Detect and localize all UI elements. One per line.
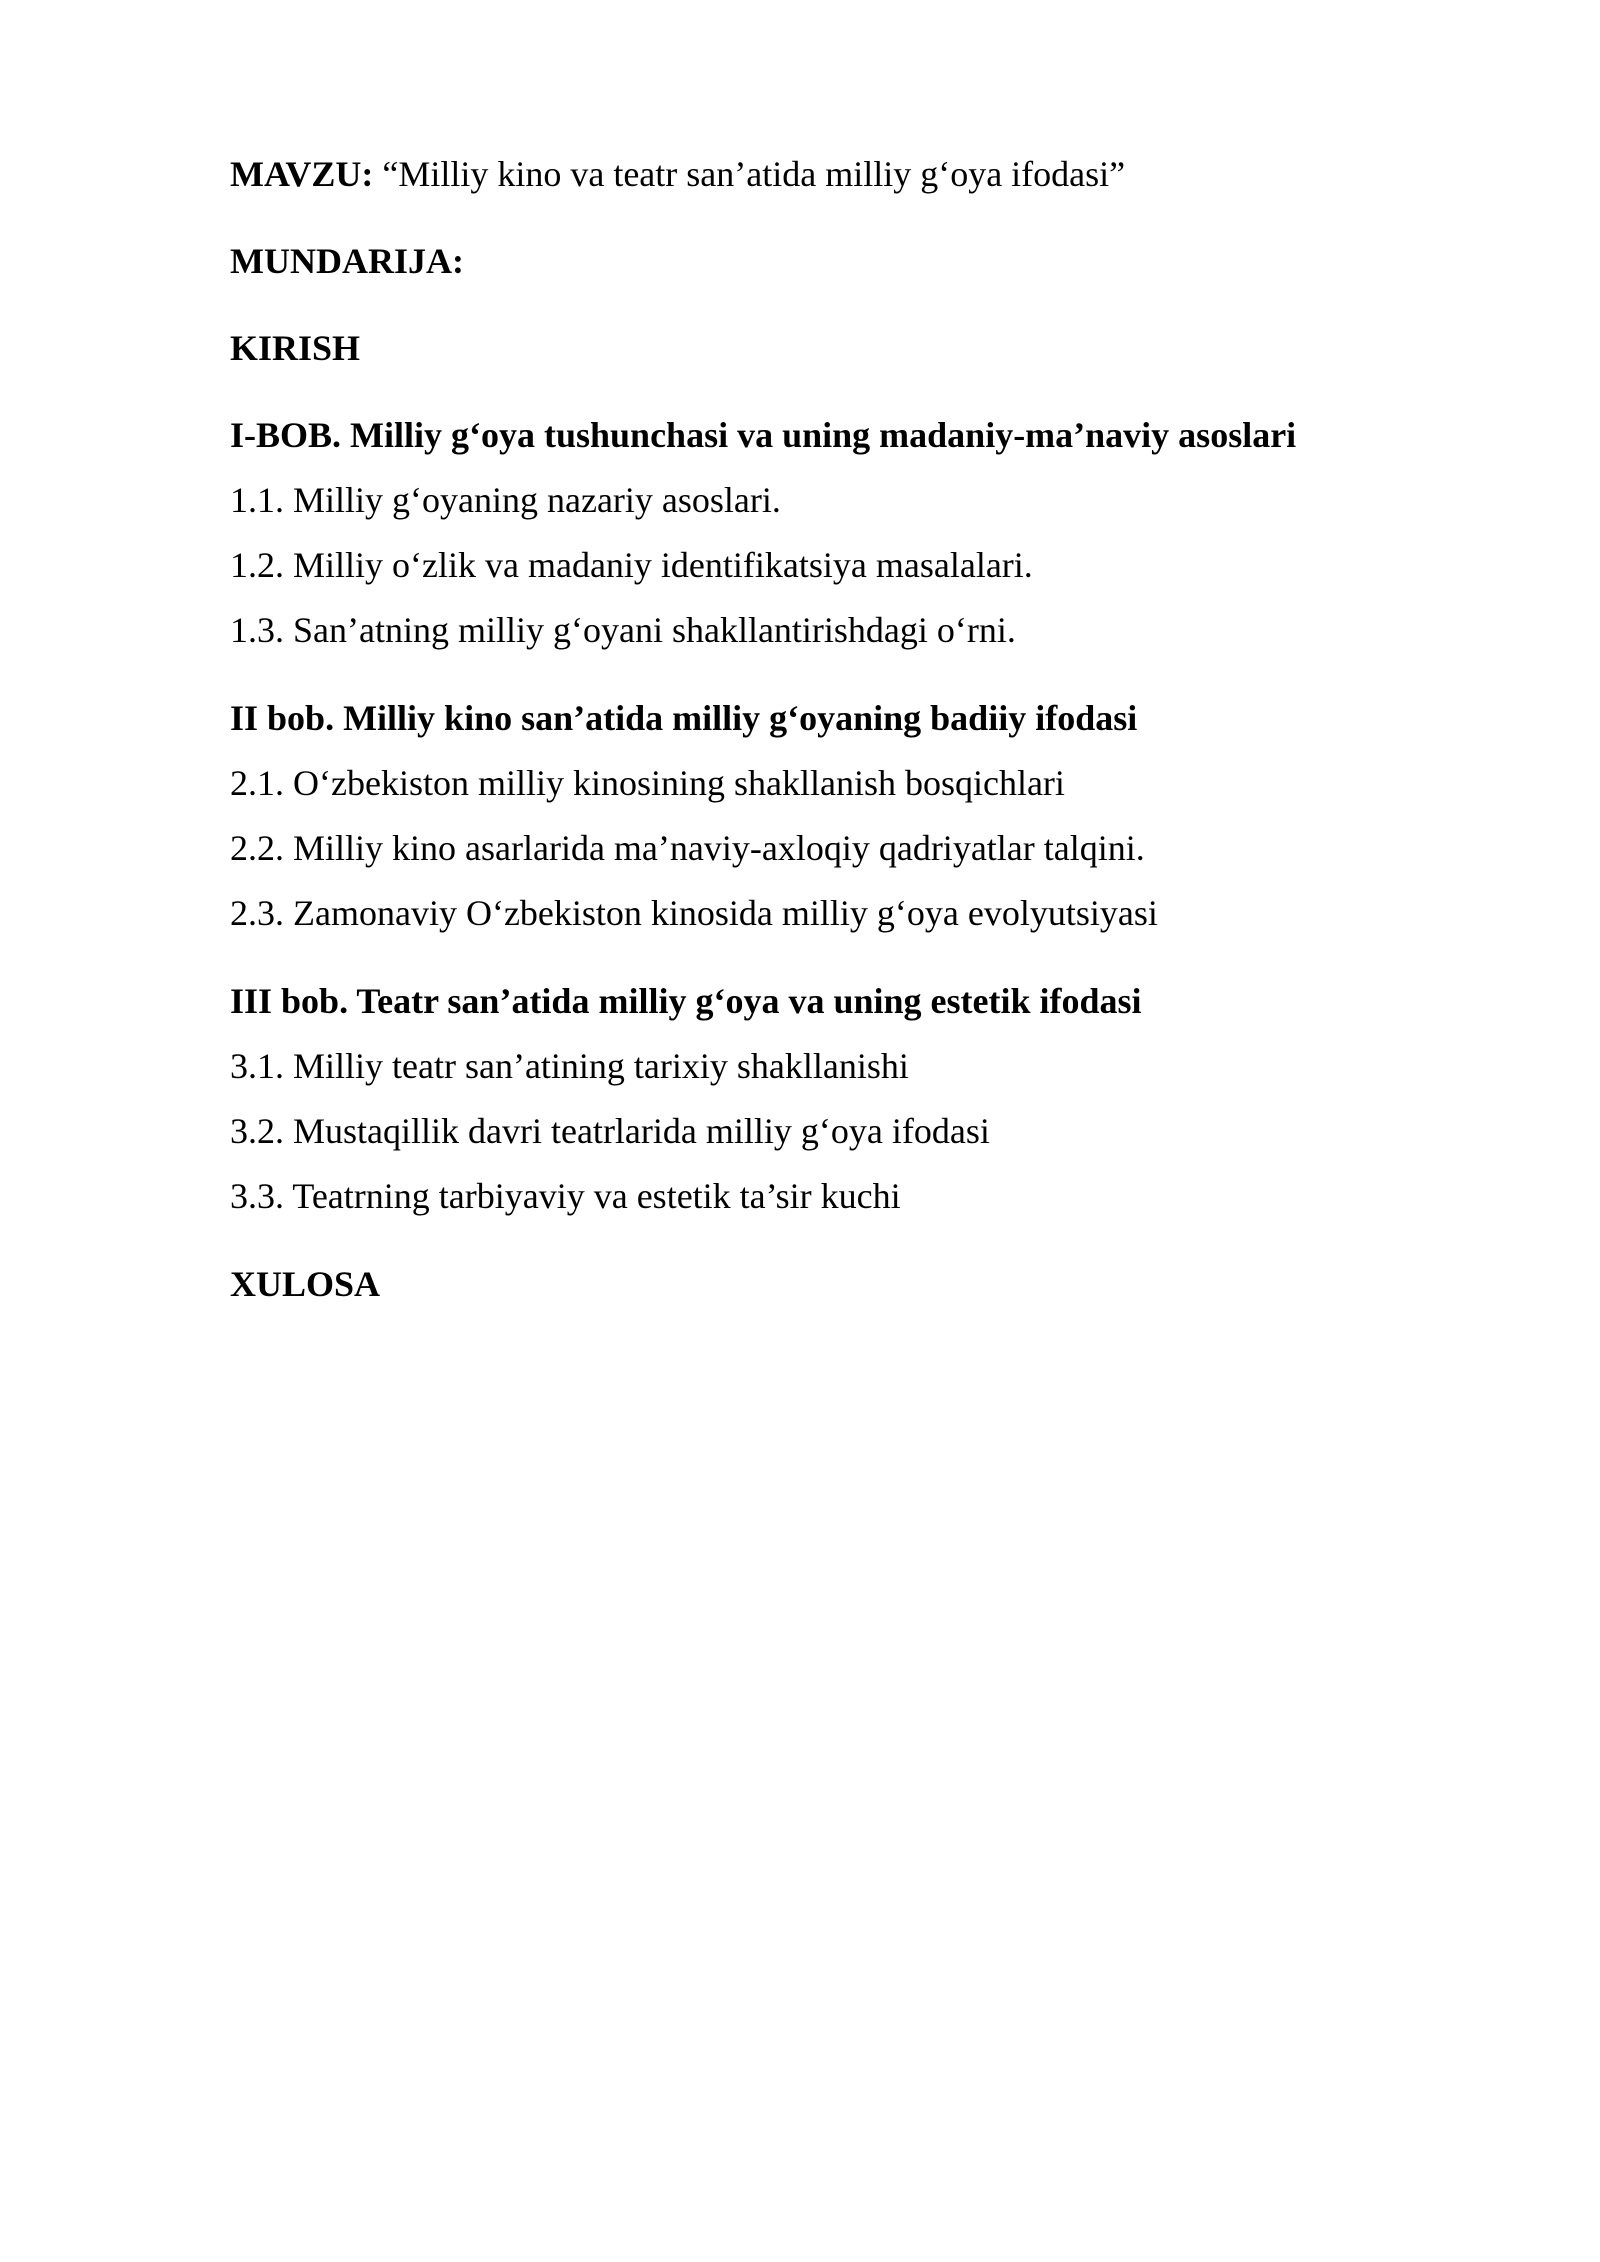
toc-item-1-2: 1.2. Milliy o‘zlik va madaniy identifikatsiya masalalari. <box>230 545 1033 585</box>
toc-chapter-1-title: I-BOB. Milliy g‘oya tushunchasi va uning madaniy-ma’naviy asoslari <box>230 415 1297 455</box>
toc-intro: KIRISH <box>230 328 361 368</box>
toc-conclusion: XULOSA <box>230 1264 381 1304</box>
toc-item-2-2: 2.2. Milliy kino asarlarida ma’naviy-axloqiy qadriyatlar talqini. <box>230 828 1145 868</box>
contents-heading: MUNDARIJA: <box>230 241 464 281</box>
toc-item-1-1: 1.1. Milliy g‘oyaning nazariy asoslari. <box>230 480 781 520</box>
toc-item-1-3: 1.3. San’atning milliy g‘oyani shakllantirishdagi o‘rni. <box>230 610 1016 650</box>
topic-line <box>230 152 1125 196</box>
topic-title: “Milliy kino va teatr san’atida milliy g‘oya ifodasi” <box>382 154 1126 194</box>
toc-item-3-3: 3.3. Teatrning tarbiyaviy va estetik ta’sir kuchi <box>230 1176 901 1216</box>
toc-chapter-3-title: III bob. Teatr san’atida milliy g‘oya va uning estetik ifodasi <box>230 981 1142 1021</box>
toc-item-3-1: 3.1. Milliy teatr san’atining tarixiy shakllanishi <box>230 1046 909 1086</box>
toc-item-3-2: 3.2. Mustaqillik davri teatrlarida milliy g‘oya ifodasi <box>230 1111 990 1151</box>
toc-item-2-3: 2.3. Zamonaviy O‘zbekiston kinosida milliy g‘oya evolyutsiyasi <box>230 893 1158 933</box>
toc-item-2-1: 2.1. O‘zbekiston milliy kinosining shakllanish bosqichlari <box>230 763 1065 803</box>
toc-chapter-2-title: II bob. Milliy kino san’atida milliy g‘oyaning badiiy ifodasi <box>230 698 1138 738</box>
topic-label: MAVZU: <box>230 154 374 194</box>
